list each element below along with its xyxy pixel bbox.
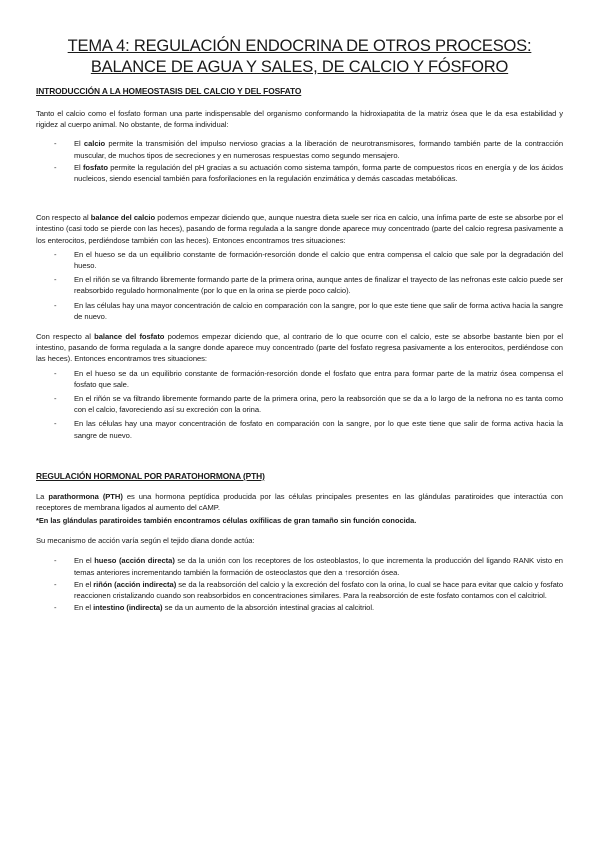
- bullet-dash: -: [54, 368, 57, 378]
- bold-term: fosfato: [82, 162, 108, 172]
- pth-heading: REGULACIÓN HORMONAL POR PARATOHORMONA (PTH): [36, 470, 265, 481]
- intro-heading: INTRODUCCIÓN A LA HOMEOSTASIS DEL CALCIO Y DEL FOSFATO: [36, 86, 302, 96]
- calcium-paragraph: Con respecto al balance del calcio podemos empezar diciendo que, aunque nuestra dieta suele ser rica en calcio, una ínfima parte de este se absorbe por el intestino (casi todo se pierde con las heces), pasando de forma regulada a la sangre donde aparece muy concentrado (parte del calcio regresa pasivamente a los enterocitos, perdiéndose también con las heces). Entonces encontramos tres situaciones:: [36, 213, 564, 245]
- bold-term: balance del fosfato: [94, 332, 165, 342]
- title-line-2: BALANCE DE AGUA Y SALES, DE CALCIO Y FÓSFORO: [90, 58, 509, 76]
- document-title: [36, 36, 563, 78]
- phosphate-list: [36, 368, 563, 441]
- bullet-dash: -: [54, 162, 57, 172]
- bullet-dash: -: [54, 603, 57, 613]
- bold-term: balance del calcio: [90, 213, 156, 223]
- phosphate-paragraph: Con respecto al balance del fosfato podemos empezar diciendo que, al contrario de lo que ocurre con el calcio, este se absorbe bastante bien por el intestino, pasando de forma regulada a la sangre donde aparece muy concentrado (parte del fosfato regresa pasivamente a los enterocitos, perdiéndose con las heces). Entonces encontramos tres situaciones:: [36, 332, 563, 364]
- bullet-dash: -: [54, 419, 57, 429]
- bullet-dash: -: [54, 394, 57, 404]
- mechanism-paragraph: Su mecanismo de acción varía según el tejido diana donde actúa:: [36, 536, 255, 546]
- list-item: - En las células hay una mayor concentración de fosfato en comparación con la sangre, por lo que este tiene que salir de forma activa hacia la sangre de nuevo.: [54, 419, 563, 440]
- bold-term: hueso (acción directa): [94, 556, 175, 566]
- list-item: - En las células hay una mayor concentración de calcio en comparación con la sangre, por lo que este tiene que salir de forma activa hacia la sangre de nuevo.: [54, 300, 563, 321]
- pth-paragraph: La parathormona (PTH) es una hormona peptídica producida por las células principales presentes en las glándulas paratiroides que interactúa con receptores de membrana ligados al aumento del cAMP.: [36, 491, 563, 513]
- calcium-list: [36, 249, 563, 322]
- list-item: - En el hueso se da un equilibrio constante de formación-resorción donde el calcio que entra compensa el calcio que sale por la degradación del hueso.: [54, 249, 563, 271]
- title-line-1: TEMA 4: REGULACIÓN ENDOCRINA DE OTROS PROCESOS:: [67, 37, 532, 55]
- list-item: - En el intestino (indirecta) se da un aumento de la absorción intestinal gracias al calcitriol.: [54, 603, 375, 613]
- bullet-dash: -: [54, 579, 57, 589]
- list-item: - En el riñón se va filtrando libremente formando parte de la primera orina, pero la reabsorción que se da a lo largo de la nefrona no es tanta como con el calcio, favoreciendo así su excreción con la orina.: [54, 394, 563, 415]
- intro-paragraph: Tanto el calcio como el fosfato forman una parte indispensable del organismo conformando la hidroxiapatita de la matriz ósea que le da esa estabilidad y rigidez al cuerpo animal. No obstante, de forma individual:: [36, 109, 563, 130]
- bullet-dash: -: [54, 139, 57, 149]
- intro-list: [36, 138, 563, 184]
- list-item: - En el riñón (acción indirecta) se da la reabsorción del calcio y la excreción del fosfato con la orina, lo cual se hace para evitar que calcio y fosfato reaccionen cristalizando cuando son reabsorbidos en concentraciones similares. Para la reabsorción de este fosfato contamos con el calcitriol.: [54, 579, 564, 601]
- list-item: - El calcio permite la transmisión del impulso nervioso gracias a la liberación de neurotransmisores, formando también parte de la contracción muscular, de muchos tipos de secreciones y en numerosas respuestas como segundo mensajero.: [54, 139, 564, 160]
- list-item: - En el riñón se va filtrando libremente formando parte de la primera orina, aunque antes de finalizar el trayecto de las nefronas este calcio puede ser reabsorbido regulado hormonalmente (por lo que en la orina se pierde poco calcio).: [54, 275, 563, 296]
- list-item: - En el hueso (acción directa) se da la unión con los receptores de los osteoblastos, lo que incrementa la producción del ligando RANK visto en temas anteriores incrementando también la formación de osteoclastos que den a ↑resorción ósea.: [54, 556, 563, 577]
- bold-term: calcio: [83, 139, 106, 149]
- bold-term: riñón (acción indirecta): [93, 579, 177, 589]
- bullet-dash: -: [54, 300, 57, 310]
- bullet-dash: -: [54, 249, 57, 259]
- list-item: - En el hueso se da un equilibrio constante de formación-resorción donde el fosfato que entra para formar parte de la matriz ósea compensa el fosfato que sale.: [54, 368, 563, 389]
- bold-term: intestino (indirecta): [93, 603, 163, 613]
- bullet-dash: -: [54, 556, 57, 566]
- bullet-dash: -: [54, 275, 57, 285]
- list-item: - El fosfato permite la regulación del pH gracias a su actuación como sistema tampón, forma parte de compuestos ricos en energía y de los ácidos nucleicos, siendo esencial también para fosforilaciones en la regulación enzimática y demás cascadas metabólicas.: [54, 162, 563, 184]
- pth-note: *En las glándulas paratiroides también encontramos células oxífilicas de gran tamaño sin función conocida.: [36, 516, 417, 526]
- bold-term: parathormona (PTH): [48, 491, 123, 501]
- pth-list: [36, 555, 563, 613]
